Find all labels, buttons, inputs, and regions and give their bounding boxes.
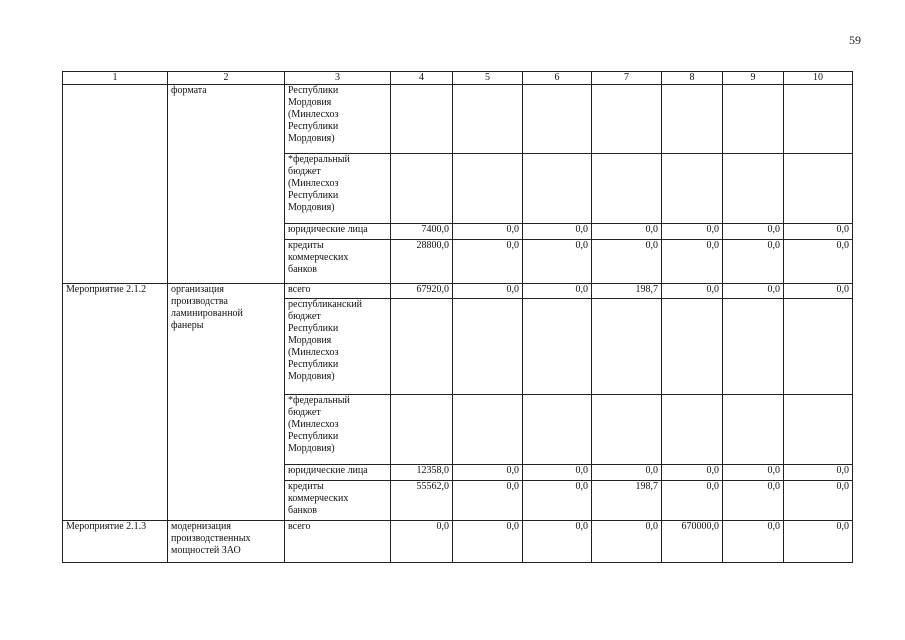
value-cell: 55562,0 <box>391 481 453 521</box>
value-cell: 0,0 <box>523 521 592 563</box>
value-cell <box>723 154 784 224</box>
value-cell <box>784 154 853 224</box>
page-number: 59 <box>849 33 861 47</box>
value-cell <box>391 395 453 465</box>
value-cell: 0,0 <box>784 284 853 299</box>
value-cell: 67920,0 <box>391 284 453 299</box>
header-cell: 4 <box>391 72 453 85</box>
header-cell: 9 <box>723 72 784 85</box>
value-cell <box>592 395 662 465</box>
value-cell <box>453 299 523 395</box>
header-row <box>63 72 853 85</box>
value-cell <box>723 395 784 465</box>
value-cell <box>662 395 723 465</box>
value-cell: 0,0 <box>391 521 453 563</box>
value-cell <box>784 85 853 154</box>
value-cell: 0,0 <box>523 284 592 299</box>
value-cell: 28800,0 <box>391 240 453 284</box>
table-row <box>63 85 853 154</box>
header-cell: 1 <box>63 72 168 85</box>
value-cell: 0,0 <box>723 465 784 481</box>
value-cell: 0,0 <box>592 224 662 240</box>
value-cell: 0,0 <box>723 224 784 240</box>
value-cell: 0,0 <box>784 465 853 481</box>
value-cell: 12358,0 <box>391 465 453 481</box>
header-cell: 10 <box>784 72 853 85</box>
value-cell <box>523 154 592 224</box>
value-cell: 0,0 <box>784 240 853 284</box>
value-cell: 0,0 <box>453 465 523 481</box>
funding-source-cell: кредиты коммерческих банков <box>285 481 391 521</box>
header-cell: 2 <box>168 72 285 85</box>
funding-source-cell: Республики Мордовия (Минлесхоз Республики Мордовия) <box>285 85 391 154</box>
value-cell: 0,0 <box>592 240 662 284</box>
value-cell <box>391 85 453 154</box>
funding-source-cell: юридические лица <box>285 224 391 240</box>
table-row <box>63 521 853 563</box>
value-cell <box>592 299 662 395</box>
value-cell: 0,0 <box>723 521 784 563</box>
funding-source-cell: *федеральный бюджет (Минлесхоз Республики Мордовия) <box>285 154 391 224</box>
funding-source-cell: всего <box>285 284 391 299</box>
value-cell: 7400,0 <box>391 224 453 240</box>
funding-source-cell: *федеральный бюджет (Минлесхоз Республики Мордовия) <box>285 395 391 465</box>
value-cell: 0,0 <box>723 481 784 521</box>
value-cell <box>592 154 662 224</box>
funding-source-cell: кредиты коммерческих банков <box>285 240 391 284</box>
value-cell: 0,0 <box>662 465 723 481</box>
value-cell <box>523 395 592 465</box>
value-cell: 0,0 <box>784 224 853 240</box>
value-cell: 0,0 <box>453 284 523 299</box>
value-cell: 0,0 <box>453 240 523 284</box>
value-cell <box>784 395 853 465</box>
value-cell: 198,7 <box>592 481 662 521</box>
value-cell <box>662 154 723 224</box>
funding-source-cell: всего <box>285 521 391 563</box>
value-cell: 0,0 <box>723 284 784 299</box>
header-cell: 3 <box>285 72 391 85</box>
header-cell: 6 <box>523 72 592 85</box>
value-cell: 0,0 <box>592 465 662 481</box>
value-cell <box>784 299 853 395</box>
value-cell: 0,0 <box>662 224 723 240</box>
value-cell <box>523 299 592 395</box>
value-cell: 0,0 <box>523 224 592 240</box>
value-cell <box>723 299 784 395</box>
value-cell <box>592 85 662 154</box>
value-cell <box>391 299 453 395</box>
value-cell <box>662 299 723 395</box>
value-cell <box>523 85 592 154</box>
value-cell: 0,0 <box>453 481 523 521</box>
value-cell: 0,0 <box>662 481 723 521</box>
value-cell: 198,7 <box>592 284 662 299</box>
value-cell: 0,0 <box>523 240 592 284</box>
value-cell <box>453 395 523 465</box>
funding-source-cell: юридические лица <box>285 465 391 481</box>
value-cell: 0,0 <box>784 481 853 521</box>
funding-source-cell: республиканский бюджет Республики Мордовия (Минлесхоз Республики Мордовия) <box>285 299 391 395</box>
description-cell: модернизация производственных мощностей ЗАО <box>168 521 285 563</box>
value-cell: 0,0 <box>523 481 592 521</box>
value-cell <box>391 154 453 224</box>
header-cell: 5 <box>453 72 523 85</box>
event-cell: Мероприятие 2.1.3 <box>63 521 168 563</box>
event-cell <box>63 85 168 284</box>
header-cell: 8 <box>662 72 723 85</box>
header-cell: 7 <box>592 72 662 85</box>
value-cell: 0,0 <box>723 240 784 284</box>
value-cell: 0,0 <box>784 521 853 563</box>
value-cell <box>662 85 723 154</box>
event-cell: Мероприятие 2.1.2 <box>63 284 168 521</box>
budget-table <box>62 71 853 563</box>
value-cell <box>453 85 523 154</box>
value-cell: 0,0 <box>592 521 662 563</box>
value-cell: 0,0 <box>453 521 523 563</box>
value-cell: 0,0 <box>453 224 523 240</box>
value-cell: 670000,0 <box>662 521 723 563</box>
value-cell <box>453 154 523 224</box>
value-cell: 0,0 <box>523 465 592 481</box>
value-cell <box>723 85 784 154</box>
description-cell: формата <box>168 85 285 284</box>
table-row <box>63 284 853 299</box>
value-cell: 0,0 <box>662 284 723 299</box>
value-cell: 0,0 <box>662 240 723 284</box>
description-cell: организация производства ламинированной фанеры <box>168 284 285 521</box>
